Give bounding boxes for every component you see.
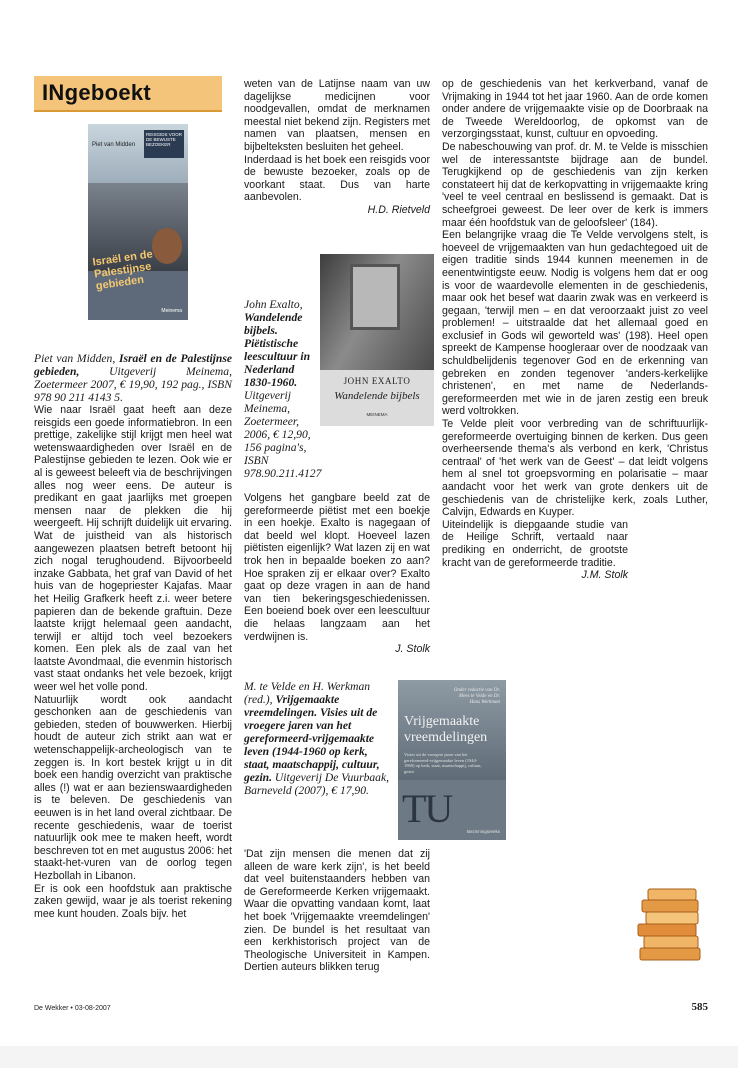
column-1 [34, 352, 232, 920]
paragraph: Uiteindelijk is diepgaande studie van de Heilige Schrift, vertaald naar prediking en onderricht, de grootste kracht van de gereformeerde traditie. [442, 518, 628, 569]
cover-publisher: Meinema [161, 308, 182, 314]
cover-editors: Onder redactie van Dr. Mees te Velde en Dr. Hans Werkman [453, 688, 500, 705]
paragraph: Wie naar Israël gaat heeft aan deze reisgids een goede informatiebron. In een prettige, zakelijke stijl krijgt men heel wat wetenswaardigheden over Israël en de Palestijnse gebieden te lezen. Ook wie er al is geweest beleeft via de beschrijvingen alles nog weer eens. De auteur is predikant en gaat jaarlijks met groepen mensen naar de plekken die hij weergeeft. Hij schrijft duidelijk uit ervaring. Wat de juistheid van als historisch aangewezen plaatsen betreft betoont hij zich nogal terughoudend. Bijvoorbeeld inzake Gabbata, het graf van David of het huis van de hogepriester Kajafas. Maar het Heilig Grafkerk heeft z.i. weer betere papieren dan de bekende graftuin. Deze laatste krijgt helemaal geen aandacht, terwijl er altijd toch veel bezoekers komen. Een plek als de zaal van het laatste Avondmaal, die evenmin historisch vast staat ondanks het vele bezoek, krijgt weer wel het volle pond. [34, 404, 232, 694]
paragraph: op de geschiedenis van het kerkverband, vanaf de Vrijmaking in 1944 tot het jaar 1960. Aan de orde komen onder andere de vrijgemaakte visie op de Doorbraak na de Tweede Wereldoorlog, de opkomst van de verzorgingsstaat, kunst, cultuur en opvoeding. [442, 78, 708, 141]
cover-title: Vrijgemaakte vreemdelingen [404, 714, 488, 745]
cover-author: Piet van Midden [92, 142, 136, 148]
paragraph: Inderdaad is het boek een reisgids voor de bewuste bezoeker, zoals op de voorkant staat. Dus van harte aanbevolen. [244, 153, 430, 204]
column-2-top [244, 78, 430, 217]
paragraph: Er is ook een hoofdstuk aan praktische zaken gewijd, waar je als toerist rekening mee kunt houden. Zoals bijv. het [34, 882, 232, 920]
page-number: 585 [691, 1001, 708, 1013]
cover-publisher: MEINEMA [366, 412, 388, 417]
vrijgemaakte-caption: M. te Velde en H. Werkman (red.), Vrijgemaakte vreemdelingen. Visies uit de vroegere jaren van het gereformeerd-vrijgemaakte leven (1944-1960 op kerk, staat, maatschappij, cultuur, gezin. Uitgeverij De Vuurbaak, Barneveld (2007), € 17,90. [244, 680, 390, 797]
section-header [34, 76, 222, 112]
cover-title: Wandelende bijbels [334, 390, 420, 402]
signature: H.D. Rietveld [367, 203, 430, 216]
cover-title: Israël en de Palestijnse gebieden [91, 248, 154, 293]
paragraph: Volgens het gangbare beeld zat de gereformeerde piëtist met een boekje in een hoekje. Exalto is nagegaan of dat beeld wel klopt. Hoeveel lazen piëtisten eigenlijk? Wat lazen zij en wat trok hen in bepaalde boeken zo aan? Hoe spraken zij er elkaar over? Exalto gaat op deze vragen in aan de hand van tien bekeringsgeschiedenissen. Een boeiend boek over een leescultuur die helaas langzaam aan het verdwijnen is. [244, 492, 430, 643]
footer-band [0, 1046, 738, 1068]
section-title: INgeboekt [42, 80, 152, 105]
paragraph: Een belangrijke vraag die Te Velde vervolgens stelt, is hoeveel de vrijgemaakten van hun gedachtegoed uit de eigen traditie sinds 1944 kunnen meenemen in de eenentwintigste eeuw. Nodig is volgens hem dat er oog is voor de waardevolle elementen in de geschiedenis, maar ook het besef wat daarin zwak was en verkeerd is gegaan, 'terwijl men – en dat veroorzaakt juist zo veel problemen! – uitstraalde dat het allemaal goed en exclusief in Gods wil geworteld was' (198). Heel open spreekt de Kampense hoogleraar over de noodzaak van schuldbelijdenis tegenover God en de erkenning van gebreken en zonden tegenover 'anders-kerkelijke christenen', en met name de Nederlands-gereformeerden met wie in de jaren zestig een breuk werd voltrokken. [442, 229, 708, 418]
israel-caption: Piet van Midden, Israël en de Palestijnse gebieden, Uitgeverij Meinema, Zoetermeer 2007, € 19,90, 192 pag., ISBN 978 90 211 4143 5. [34, 352, 232, 404]
column-2-middle [244, 492, 430, 656]
cover-series: REISGIDS VOOR DE BEWUSTE BEZOEKER [144, 130, 184, 158]
paragraph: weten van de Latijnse naam van uw dagelijkse medicijnen voor noodgevallen, omdat de merknamen meestal niet bekend zijn. Registers met namen van plaatsen, mensen en bijbelteksten besluiten het geheel. [244, 78, 430, 153]
paragraph: De nabeschouwing van prof. dr. M. te Velde is misschien wel de interessantste bijdrage aan de bundel. Terugkijkend op de geschiedenis van zijn kerken constateert hij dat de kerkopvatting in vrijgemaakte kring 'veel te veel centraal en beslissend is gemaakt. Dat is scheefgroei geweest. De leer over de kerk is immers maar één hoofdstuk van de geloofsleer' (184). [442, 140, 708, 229]
column-2-bottom [244, 848, 430, 974]
israel-book-cover [88, 124, 188, 320]
signature: J.M. Stolk [581, 569, 628, 582]
cover-subtitle: Visies uit de vroegere jaren van het gereformeerd-vrijgemaakte leven (1944-1960) op kerk, staat, maatschappij, cultuur, gezin [404, 752, 482, 774]
cover-publisher: Bezinningsreeks [466, 829, 500, 834]
books-stack-icon [634, 886, 706, 964]
paragraph: Te Velde pleit voor verbreding van de schriftuurlijk-gereformeerde overtuiging binnen de kerken. Dus geen overheersende thema's als verbond en kerk, 'Christus centraal' of 'het werk van de Geest' – dat leidt volgens hem al snel tot groepsvorming en polarisatie – maar aandacht voor het werk van grote denkers uit de geschiedenis van de christelijke kerk, zoals Luther, Calvijn, Edwards en Kuyper. [442, 418, 708, 519]
cover-logo: TU [402, 786, 452, 831]
exalto-book-cover [320, 254, 434, 426]
signature: J. Stolk [395, 643, 430, 656]
cover-author: JOHN EXALTO [343, 376, 411, 386]
column-3 [442, 78, 708, 582]
footer-publication: De Wekker • 03-08-2007 [34, 1005, 111, 1012]
vrijgemaakte-book-cover [398, 680, 506, 840]
paragraph: 'Dat zijn mensen die menen dat zij alleen de ware kerk zijn', is het beeld dat veel buitenstaanders hebben van de Gereformeerde Kerken vrijgemaakt. Waar die opvatting vandaan komt, laat het boek 'Vrijgemaakte vreemdelingen' zien. De bundel is het resultaat van een kerkhistorisch project van de Theologische Universiteit in Kampen. Dertien auteurs blikken terug [244, 848, 430, 974]
paragraph: Natuurlijk wordt ook aandacht geschonken aan de geschiedenis van gebieden, steden of bouwwerken. Hierbij houdt de auteur zich strikt aan wat er wetenschappelijk-archeologisch van te zeggen is. In kort bestek krijgt u in dit boek een handig overzicht van praktische alles (!) wat er aan bezienswaardigheden is te beleven. De geschiedenis van eeuwen is in het land overal zichtbaar. De recente geschiedenis, waar de toerist natuurlijk ook mee te maken heeft, wordt beschreven tot en met augustus 2006: het staakt-het-vuren van de oorlog tegen Hezbollah in Libanon. [34, 693, 232, 882]
exalto-caption: John Exalto, Wandelende bijbels. Piëtistische leescultuur in Nederland 1830-1960. Uitgeverij Meinema, Zoetermeer, 2006, € 12,90, 156 pagina's, ISBN 978.90.211.4127 [244, 298, 322, 480]
